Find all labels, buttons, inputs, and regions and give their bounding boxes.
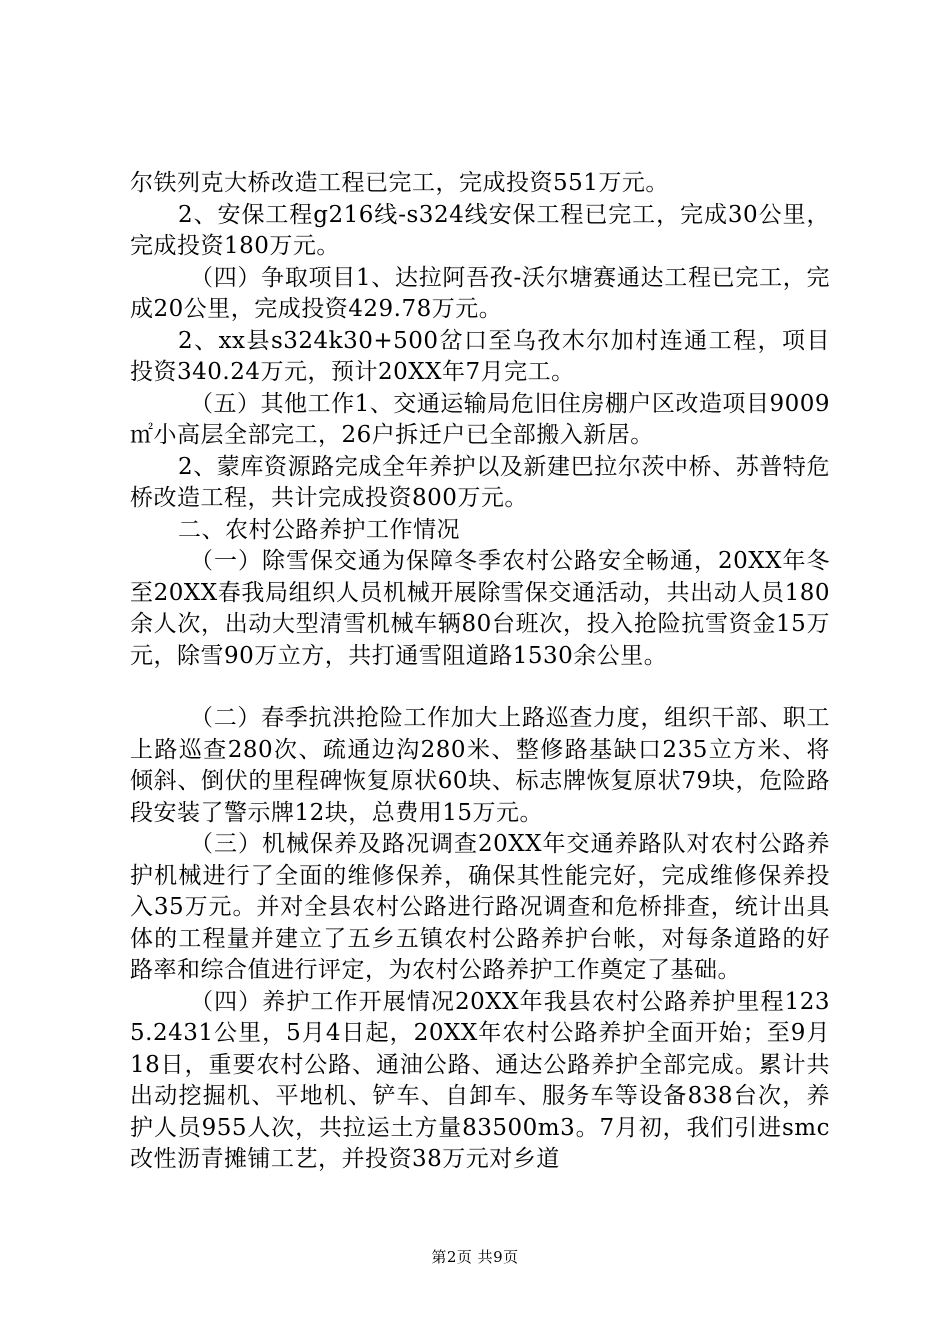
paragraph-section-four-projects: （四）争取项目1、达拉阿吾孜-沃尔塘赛通达工程已完工，完成20公里，完成投资429.78万元。 [130,264,830,322]
paragraph-flood-prevention: （二）春季抗洪抢险工作加大上路巡查力度，组织干部、职工上路巡查280次、疏通边沟280米、整修路基缺口235立方米、将倾斜、倒伏的里程碑恢复原状60块、标志牌恢复原状79块，危险路段安装了警示牌12块，总费用15万元。 [130,705,830,826]
paragraph-snow-removal: （一）除雪保交通为保障冬季农村公路安全畅通，20XX年冬至20XX春我局组织人员机械开展除雪保交通活动，共出动人员180余人次，出动大型清雪机械车辆80台班次，投入抢险抗雪资金15万元，除雪90万立方，共打通雪阻道路1530余公里。 [130,548,830,669]
paragraph-resource-road: 2、蒙库资源路完成全年养护以及新建巴拉尔茨中桥、苏普特危桥改造工程，共计完成投资800万元。 [130,453,830,511]
paragraph-spacer [130,672,830,703]
paragraph-maintenance-progress: （四）养护工作开展情况20XX年我县农村公路养护里程1235.2431公里，5月4日起，20XX年农村公路养护全面开始；至9月18日，重要农村公路、通油公路、通达公路养护全部完成。累计共出动挖掘机、平地机、铲车、自卸车、服务车等设备838台次，养护人员955人次，共拉运土方量83500m3。7月初，我们引进smc改性沥青摊铺工艺，并投资38万元对乡道 [130,988,830,1172]
paragraph-safety-project: 2、安保工程g216线-s324线安保工程已完工，完成30公里，完成投资180万元。 [130,201,830,259]
document-body [130,168,830,1176]
paragraph-machinery-maintenance: （三）机械保养及路况调查20XX年交通养路队对农村公路养护机械进行了全面的维修保养，确保其性能完好，完成维修保养投入35万元。并对全县农村公路进行路况调查和危桥排查，统计出具体的工程量并建立了五乡五镇农村公路养护台帐，对每条道路的好路率和综合值进行评定，为农村公路养护工作奠定了基础。 [130,831,830,983]
paragraph-section-five-other: （五）其他工作1、交通运输局危旧住房棚户区改造项目9009㎡小高层全部完工，26户拆迁户已全部搬入新居。 [130,390,830,448]
paragraph-connection-project: 2、xx县s324k30+500岔口至乌孜木尔加村连通工程，项目投资340.24万元，预计20XX年7月完工。 [130,327,830,385]
section-heading-rural-roads: 二、农村公路养护工作情况 [178,516,460,543]
paragraph-bridge-completion: 尔铁列克大桥改造工程已完工，完成投资551万元。 [130,170,669,196]
page-number-footer: 第2页 共9页 [431,1248,519,1266]
